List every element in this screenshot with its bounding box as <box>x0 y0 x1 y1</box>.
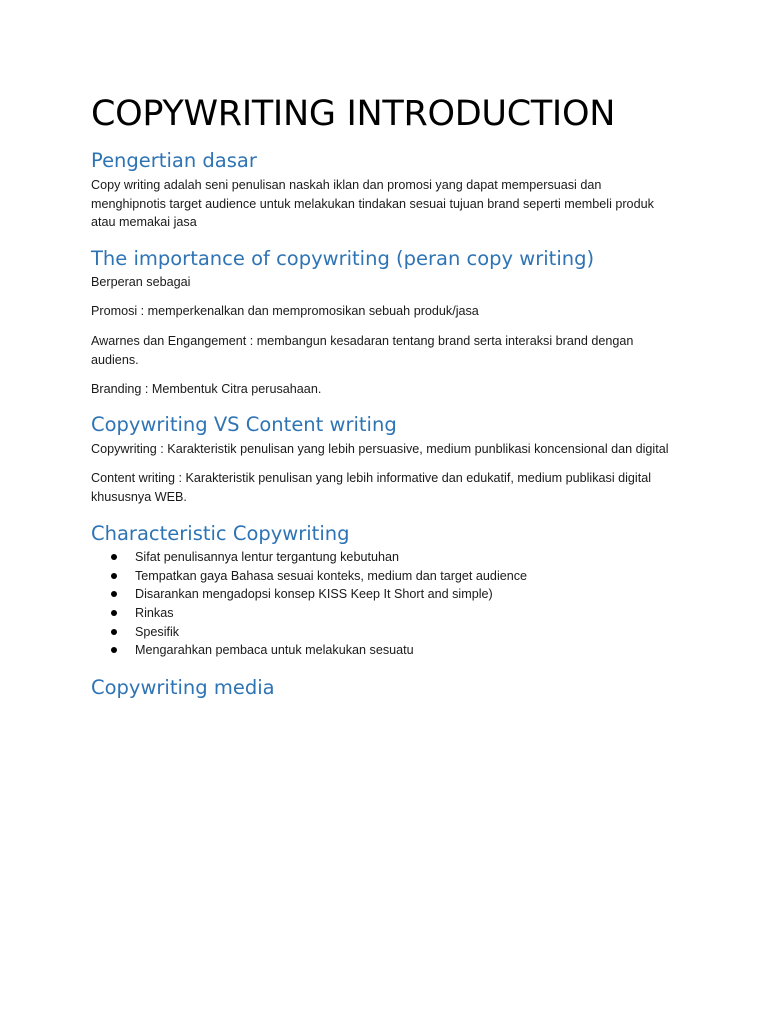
heading-copywriting-vs-content: Copywriting VS Content writing <box>91 413 397 436</box>
list-item: Sifat penulisannya lentur tergantung kebutuhan <box>91 548 527 567</box>
bullet-icon <box>111 591 117 597</box>
paragraph-content-writing: Content writing : Karakteristik penulisan yang lebih informative dan edukatif, medium publikasi digital khususnya WEB. <box>91 471 652 504</box>
paragraph-berperan: Berperan sebagai <box>91 275 191 289</box>
bullet-icon <box>111 554 117 560</box>
bullet-icon <box>111 610 117 616</box>
paragraph-pengertian: Copy writing adalah seni penulisan naskah iklan dan promosi yang dapat mempersuasi dan menghipnotis target audience untuk melakukan tindakan sesuai tujuan brand seperti membeli produk atau memakai jasa <box>91 178 654 230</box>
heading-characteristic: Characteristic Copywriting <box>91 522 350 545</box>
bullet-icon <box>111 573 117 579</box>
paragraph-awarnes: Awarnes dan Engangement : membangun kesadaran tentang brand serta interaksi brand dengan audiens. <box>91 334 634 367</box>
list-item: Disarankan mengadopsi konsep KISS Keep It Short and simple) <box>91 585 527 604</box>
list-item: Tempatkan gaya Bahasa sesuai konteks, medium dan target audience <box>91 567 527 586</box>
bullet-icon <box>111 629 117 635</box>
paragraph-branding: Branding : Membentuk Citra perusahaan. <box>91 382 322 396</box>
bullet-icon <box>111 647 117 653</box>
document-title: COPYWRITING INTRODUCTION <box>91 94 616 134</box>
list-item: Rinkas <box>91 604 527 623</box>
heading-pengertian-dasar: Pengertian dasar <box>91 149 257 172</box>
heading-importance: The importance of copywriting (peran copy writing) <box>91 247 595 270</box>
heading-copywriting-media: Copywriting media <box>91 676 275 699</box>
list-item: Spesifik <box>91 623 527 642</box>
paragraph-copywriting: Copywriting : Karakteristik penulisan yang lebih persuasive, medium punblikasi koncensional dan digital <box>91 442 669 456</box>
characteristic-list <box>91 548 527 660</box>
paragraph-promosi: Promosi : memperkenalkan dan mempromosikan sebuah produk/jasa <box>91 304 479 318</box>
list-item: Mengarahkan pembaca untuk melakukan sesuatu <box>91 641 527 660</box>
